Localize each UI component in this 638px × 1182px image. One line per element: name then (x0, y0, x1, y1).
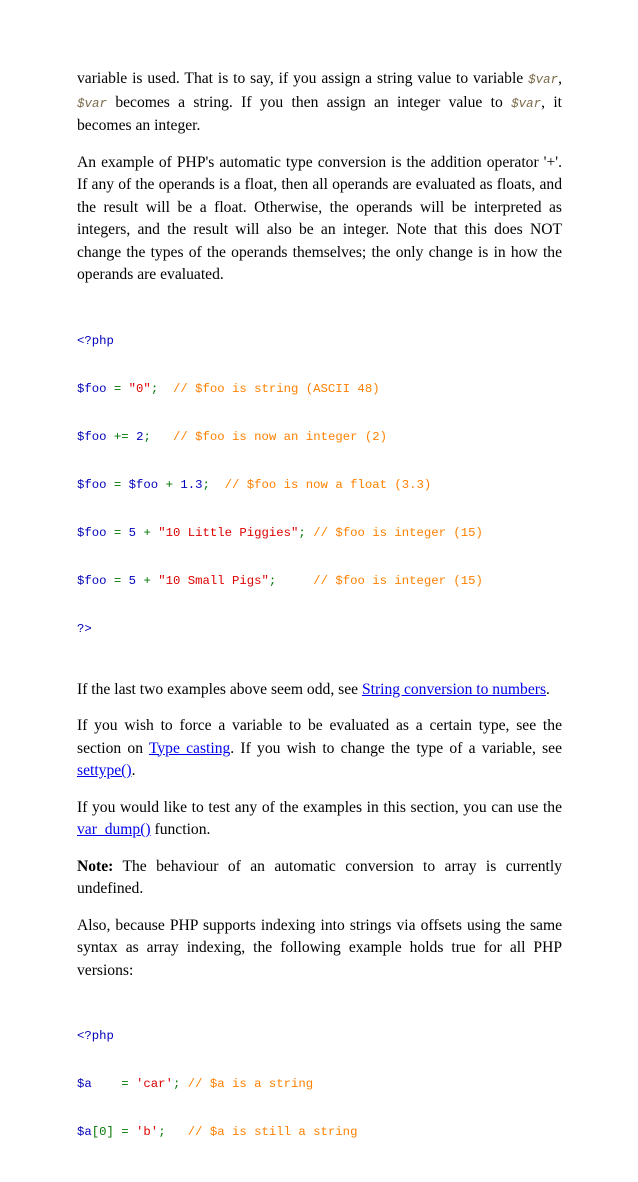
code-operator: = (91, 1077, 137, 1091)
code-operator: + (136, 525, 159, 540)
code-comment: // $foo is integer (15) (313, 525, 483, 540)
code-line (77, 621, 562, 637)
php-open-tag: <?php (77, 1029, 114, 1043)
code-variable: $a (77, 1077, 92, 1091)
code-line (77, 381, 562, 397)
code-operator: ; (268, 573, 314, 588)
php-open-tag: <?php (77, 333, 114, 348)
code-line (77, 1028, 562, 1044)
paragraph-text: , it becomes an integer. (77, 93, 562, 134)
code-operator: ; (202, 477, 225, 492)
code-line (77, 429, 562, 445)
code-operator: = (113, 1125, 137, 1139)
code-line (77, 525, 562, 541)
code-operator: = (106, 381, 129, 396)
inline-code-var: $var (77, 96, 108, 111)
paragraph-text: If you would like to test any of the examples in this section, you can use the (77, 798, 562, 816)
code-line (77, 1076, 562, 1092)
code-string: 'b' (136, 1125, 159, 1139)
code-operator: + (158, 477, 181, 492)
paragraph-note (77, 856, 562, 901)
document-page (77, 68, 562, 1182)
code-operator: += (106, 429, 137, 444)
code-operator: ; (172, 1077, 188, 1091)
code-variable: $foo (77, 525, 107, 540)
code-operator: ; (143, 429, 173, 444)
code-string: "0" (128, 381, 151, 396)
code-variable: $foo (77, 573, 107, 588)
paragraph-addition-operator: An example of PHP's automatic type conversion is the addition operator '+'. If any of the operands is a float, then all operands are evaluated as floats, and the result will be a float. Otherwise, the operands will be interpreted as integers, and the result will also be an integer. Note that this does NOT change the types of the operands themselves; the only change is in how the operands are evaluated. (77, 153, 562, 283)
code-operator: ; (150, 381, 173, 396)
code-block-string-indexing (77, 996, 562, 1172)
code-variable: $foo (77, 381, 107, 396)
paragraph-var-dump (77, 797, 562, 842)
inline-code-var: $var (511, 96, 542, 111)
paragraph-string-conversion (77, 679, 562, 702)
paragraph-text: If the last two examples above seem odd, see (77, 680, 362, 698)
code-string: 'car' (136, 1077, 173, 1091)
code-number: 2 (136, 429, 144, 444)
link-type-casting[interactable]: Type casting (148, 739, 231, 757)
code-comment: // $a is still a string (187, 1125, 358, 1139)
link-settype[interactable]: settype() (77, 762, 132, 779)
code-operator: = (106, 525, 129, 540)
code-comment: // $a is a string (187, 1077, 314, 1091)
link-string-conversion[interactable]: String conversion to numbers (361, 680, 547, 698)
paragraph-text: If you wish to force a variable to be evaluated as a certain type, see the section on (77, 717, 562, 757)
php-close-tag: ?> (77, 621, 92, 636)
code-line (77, 477, 562, 493)
inline-code-var: $var (528, 73, 559, 87)
paragraph-type-juggling (77, 68, 562, 138)
link-var-dump[interactable]: var_dump() (77, 821, 151, 838)
code-line (77, 573, 562, 589)
paragraph-text: The behaviour of an automatic conversion to array is currently undefined. (77, 857, 562, 897)
code-number: 5 (128, 573, 137, 588)
code-variable: $foo (128, 477, 159, 492)
code-operator: ; (298, 525, 314, 540)
code-string: "10 Small Pigs" (158, 573, 269, 588)
code-variable: $a (77, 1125, 92, 1139)
paragraph-text: . (546, 680, 550, 698)
code-comment: // $foo is now a float (3.3) (224, 477, 432, 492)
paragraph-text: . If you wish to change the type of a variable, see (230, 739, 563, 757)
code-number: 5 (128, 525, 137, 540)
code-block-type-conversion (77, 301, 562, 669)
code-variable: $foo (77, 429, 107, 444)
paragraph-type-casting (77, 715, 562, 783)
code-comment: // $foo is now an integer (2) (172, 429, 387, 444)
code-operator: ; (158, 1125, 188, 1139)
code-line (77, 333, 562, 349)
code-operator: = (106, 573, 129, 588)
code-variable: $foo (77, 477, 107, 492)
code-number: 1.3 (180, 477, 203, 492)
code-operator: + (136, 573, 159, 588)
paragraph-text: . (131, 762, 136, 779)
code-string: "10 Little Piggies" (158, 525, 299, 540)
note-label: Note: (77, 857, 114, 875)
paragraph-text: variable is used. That is to say, if you assign a string value to variable (77, 70, 529, 87)
paragraph-text: function. (150, 821, 211, 838)
code-operator: [0] (91, 1125, 114, 1139)
code-comment: // $foo is string (ASCII 48) (172, 381, 380, 396)
paragraph-string-indexing: Also, because PHP supports indexing into strings via offsets using the same syntax as array indexing, the following example holds true for all PHP versions: (77, 916, 562, 979)
code-line (77, 1124, 562, 1140)
code-operator: = (106, 477, 129, 492)
paragraph-text: becomes a string. If you then assign an integer value to (107, 93, 512, 111)
paragraph-text: , (558, 70, 562, 87)
code-comment: // $foo is integer (15) (313, 573, 483, 588)
